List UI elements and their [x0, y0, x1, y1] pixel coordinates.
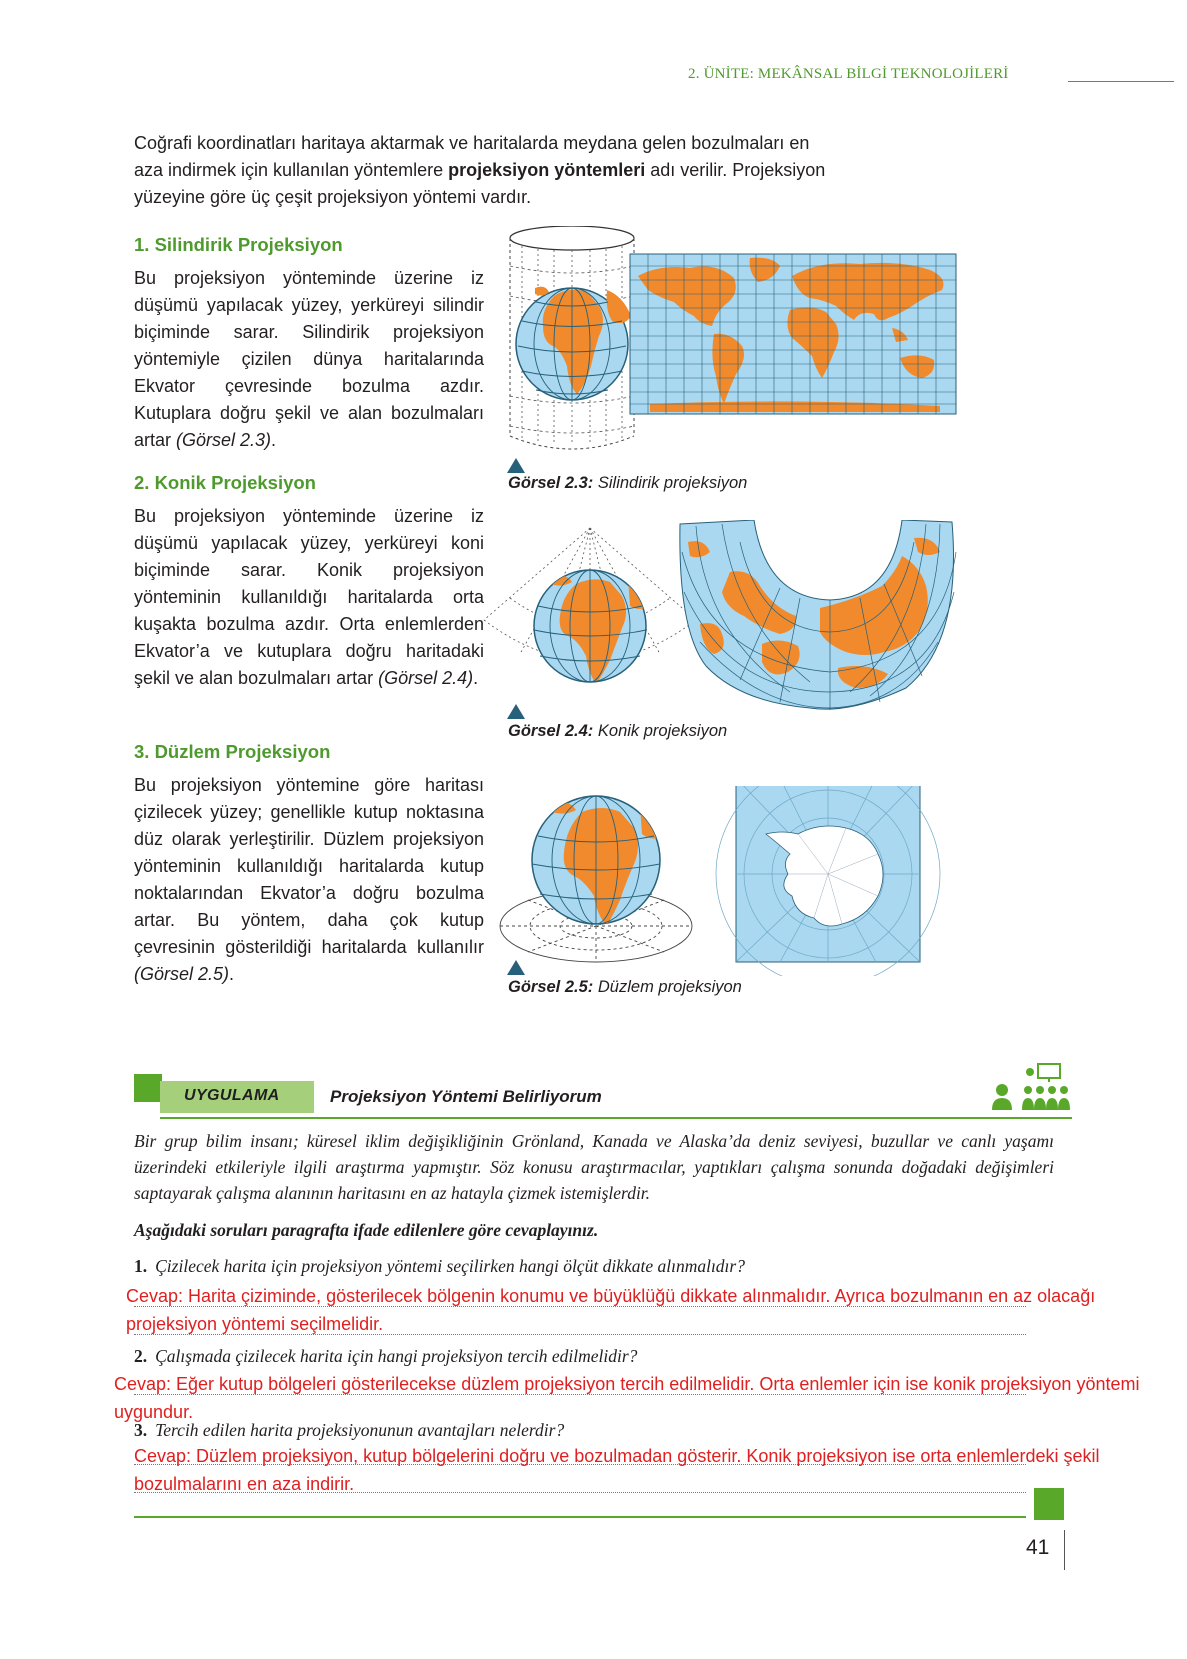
question-1 — [134, 1256, 745, 1277]
question-1-number: 1. — [134, 1256, 148, 1276]
caption-marker-icon — [507, 458, 525, 473]
caption-marker-icon — [507, 704, 525, 719]
unit-title: 2. ÜNİTE: MEKÂNSAL BİLGİ TEKNOLOJİLERİ — [688, 66, 1009, 82]
question-2-text: Çalışmada çizilecek harita için hangi projeksiyon tercih edilmelidir? — [155, 1346, 638, 1366]
section-2-text — [134, 503, 484, 692]
application-paragraph: Bir grup bilim insanı; küresel iklim değişikliğinin Grönland, Kanada ve Alaska’da deniz seviyesi, buzullar ve canlı yaşamı üzerindeki etkileriyle ilgili araştırma yapmıştır. Söz konusu araştırmacılar, yaptıkları çalışma sonunda doğadaki değişimleri saptayarak çalışma alanının haritasını en az hatayla çizmek istemişlerdir. — [134, 1131, 1054, 1203]
intro-paragraph — [134, 130, 834, 211]
intro-text-2: adı verilir. Projeksiyon yüzeyine göre üç çeşit projeksiyon yöntemi vardır. — [134, 160, 826, 207]
section-3-end: . — [229, 964, 235, 984]
person-icon — [992, 1084, 1012, 1110]
figure-planar-projection — [496, 786, 956, 976]
answer-3: Cevap: Düzlem projeksiyon, kutup bölgelerini doğru ve bozulmadan gösterir. Konik projeksiyon ise orta enlemlerdeki şekil bozulmalarını en aza indirir. — [134, 1446, 1100, 1494]
application-tag-label: UYGULAMA — [184, 1087, 280, 1104]
caption-2-3-label: Görsel 2.3: — [508, 474, 594, 492]
section-3-title: 3. Düzlem Projeksiyon — [134, 741, 331, 762]
section-1-end: . — [271, 430, 277, 450]
application-marker — [134, 1074, 162, 1102]
question-1-text: Çizilecek harita için projeksiyon yöntemi seçilirken hangi ölçüt dikkate alınmalıdır? — [155, 1256, 745, 1276]
section-1-body: Bu projeksiyon yönteminde üzerine iz düşümü yapılacak yüzey, yerküreyi silindir biçiminde sarar. Silindirik projeksiyon yöntemiyle çizilen dünya haritalarında Ekvator çevresinde bozulma azdır. Kutuplara doğru şekil ve alan bozulmaları artar — [134, 268, 484, 450]
activity-icons — [992, 1060, 1076, 1116]
globe-icon — [532, 796, 664, 926]
section-3-text — [134, 772, 484, 988]
group-presentation-icon — [1022, 1064, 1070, 1110]
question-2 — [134, 1346, 637, 1367]
section-2-body: Bu projeksiyon yönteminde üzerine iz düşümü yapılacak yüzey, yerküreyi koni biçiminde sarar. Konik projeksiyon yönteminin kullanıldığı haritalarda orta kuşakta bozulma azdır. Orta enlemlerden Ekvator’a ve kutuplara doğru haritadaki şekil ve alan bozulmaları artar — [134, 506, 484, 688]
answer-1: Cevap: Harita çiziminde, gösterilecek bölgenin konumu ve büyüklüğü dikkate alınmalıdır. Ayrıca bozulmanın en az olacağı projeksiyon yöntemi seçilmelidir. — [126, 1286, 1096, 1334]
caption-figure-2-4 — [508, 722, 727, 741]
caption-2-4-label: Görsel 2.4: — [508, 722, 594, 740]
caption-figure-2-5 — [508, 978, 742, 997]
section-2-title: 2. Konik Projeksiyon — [134, 472, 316, 493]
question-2-number: 2. — [134, 1346, 148, 1366]
section-2-ref: (Görsel 2.4) — [378, 668, 474, 688]
cylindrical-world-map — [630, 254, 956, 414]
footer-marker — [1034, 1488, 1064, 1520]
caption-2-3-text: Silindirik projeksiyon — [593, 474, 748, 492]
section-1-text — [134, 265, 484, 454]
caption-figure-2-3 — [508, 474, 747, 493]
page-number-bar — [1064, 1530, 1065, 1570]
globe-icon — [534, 570, 650, 684]
caption-2-5-text: Düzlem projeksiyon — [593, 978, 742, 996]
conic-fan-map — [680, 520, 956, 710]
section-3-body: Bu projeksiyon yöntemine göre haritası çizilecek yüzey; genellikle kutup noktasına düz olarak yerleştirilir. Düzlem projeksiyon yönteminin kullanıldığı haritalarda kutup noktalarından Ekvator’a doğru bozulma artar. Bu yöntem, daha çok kutup çevresinin gösterildiği haritalarda kullanılır — [134, 775, 484, 957]
footer-rule — [134, 1516, 1026, 1518]
figure-conic-projection — [480, 520, 980, 720]
question-instruction: Aşağıdaki soruları paragrafta ifade edilenlere göre cevaplayınız. — [134, 1220, 599, 1240]
intro-text-1: Coğrafi koordinatları haritaya aktarmak ve haritalarda meydana gelen bozulmaları en aza indirmek için kullanılan yöntemlere — [134, 133, 810, 180]
application-rule — [160, 1117, 1072, 1119]
section-1-ref: (Görsel 2.3) — [176, 430, 272, 450]
caption-2-4-text: Konik projeksiyon — [593, 722, 728, 740]
application-tag — [160, 1081, 314, 1113]
page-number: 41 — [1026, 1536, 1050, 1559]
question-3 — [134, 1420, 564, 1441]
header-rule — [1068, 81, 1174, 82]
figure-cylindrical-projection — [508, 226, 988, 456]
polar-antarctica-map — [716, 786, 940, 976]
answer-2: Cevap: Eğer kutup bölgeleri gösterilecekse düzlem projeksiyon tercih edilmelidir. Orta enlemler için ise konik projeksiyon yöntemi uygundur. — [114, 1374, 1140, 1422]
intro-bold: projeksiyon yöntemleri — [448, 160, 646, 180]
question-3-text: Tercih edilen harita projeksiyonunun avantajları nelerdir? — [155, 1420, 565, 1440]
application-title: Projeksiyon Yöntemi Belirliyorum — [330, 1087, 602, 1106]
question-3-number: 3. — [134, 1420, 148, 1440]
section-2-end: . — [473, 668, 479, 688]
section-1-title: 1. Silindirik Projeksiyon — [134, 234, 343, 255]
section-3-ref: (Görsel 2.5) — [134, 964, 230, 984]
caption-2-5-label: Görsel 2.5: — [508, 978, 594, 996]
caption-marker-icon — [507, 960, 525, 975]
globe-icon — [516, 287, 631, 400]
cylinder-top — [510, 226, 634, 250]
